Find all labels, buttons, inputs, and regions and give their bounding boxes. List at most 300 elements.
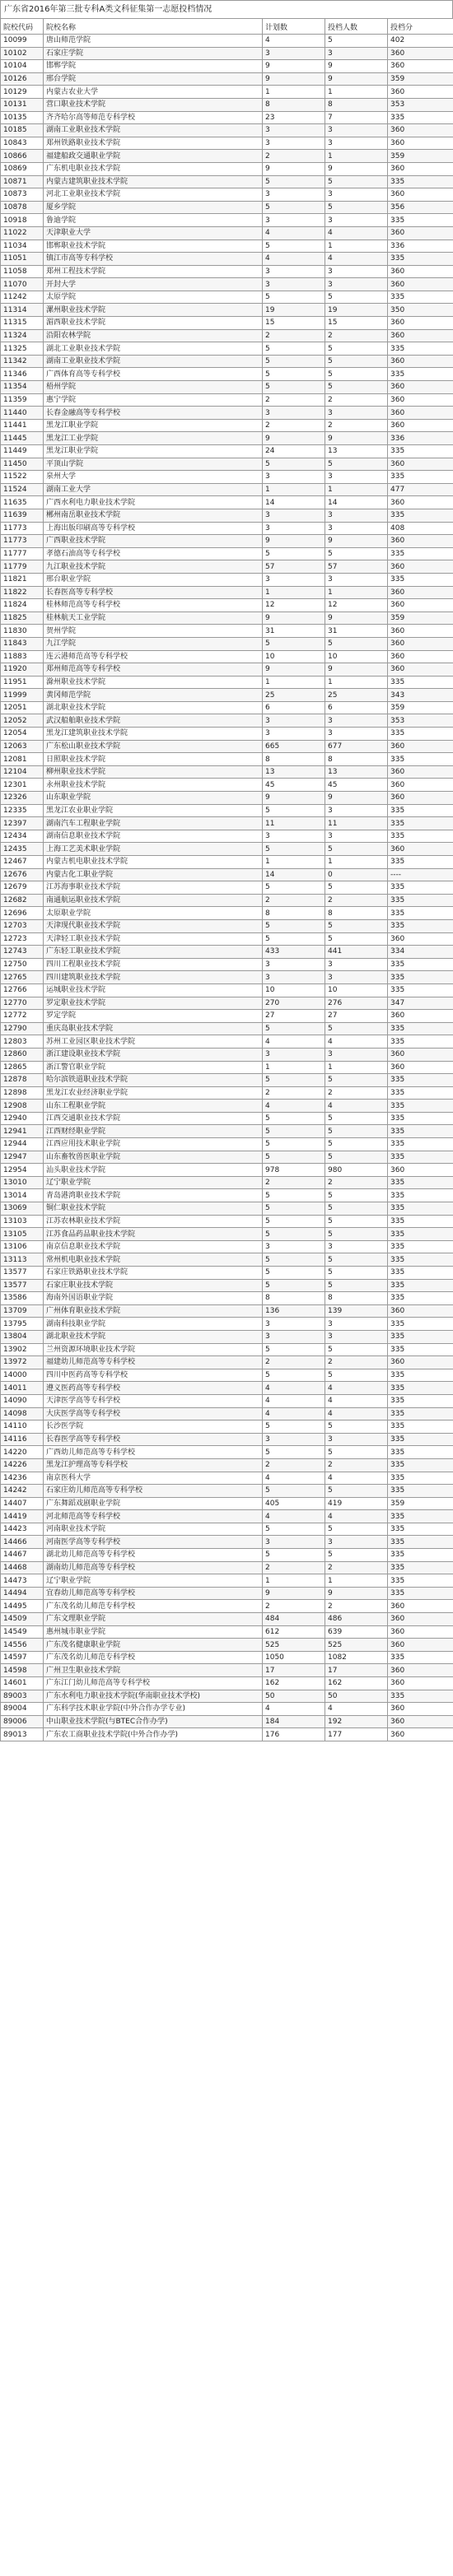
cell-score: 353 <box>388 714 453 728</box>
cell-score: 335 <box>388 1292 453 1305</box>
cell-score: 335 <box>388 471 453 484</box>
cell-count: 9 <box>325 663 388 677</box>
cell-code: 13010 <box>1 1176 44 1189</box>
cell-score: 360 <box>388 1048 453 1061</box>
table-row <box>1 1086 453 1100</box>
cell-plan: 8 <box>263 1292 325 1305</box>
cell-count: 5 <box>325 1202 388 1216</box>
cell-code: 14597 <box>1 1651 44 1664</box>
cell-count: 3 <box>325 1536 388 1549</box>
cell-plan: 612 <box>263 1625 325 1639</box>
cell-code: 14494 <box>1 1587 44 1600</box>
cell-count: 441 <box>325 946 388 959</box>
cell-count: 1 <box>325 1061 388 1074</box>
cell-count: 2 <box>325 1176 388 1189</box>
cell-code: 14090 <box>1 1394 44 1407</box>
cell-plan: 5 <box>263 1549 325 1562</box>
cell-code: 13902 <box>1 1343 44 1356</box>
cell-count: 5 <box>325 1485 388 1498</box>
cell-score: 335 <box>388 1215 453 1228</box>
cell-count: 4 <box>325 1703 388 1716</box>
table-header-row <box>1 19 453 35</box>
cell-name: 天津医学高等专科学校 <box>44 1394 263 1407</box>
cell-score: 335 <box>388 1202 453 1216</box>
cell-count: 2 <box>325 1458 388 1472</box>
cell-score: 347 <box>388 997 453 1010</box>
table-row <box>1 1279 453 1292</box>
cell-plan: 45 <box>263 779 325 792</box>
cell-count: 677 <box>325 740 388 753</box>
cell-score: 360 <box>388 1356 453 1369</box>
cell-plan: 4 <box>263 1703 325 1716</box>
cell-count: 5 <box>325 1523 388 1536</box>
cell-plan: 3 <box>263 1318 325 1331</box>
cell-code: 14556 <box>1 1639 44 1652</box>
cell-code: 12696 <box>1 907 44 920</box>
cell-plan: 5 <box>263 1074 325 1087</box>
cell-code: 13804 <box>1 1330 44 1343</box>
table-row <box>1 1304 453 1318</box>
cell-code: 11324 <box>1 329 44 342</box>
cell-code: 13577 <box>1 1267 44 1280</box>
cell-plan: 17 <box>263 1664 325 1677</box>
cell-name: 湖南汽车工程职业学院 <box>44 817 263 830</box>
cell-code: 89004 <box>1 1703 44 1716</box>
cell-count: 45 <box>325 779 388 792</box>
cell-code: 12676 <box>1 868 44 881</box>
cell-name: 太原学院 <box>44 291 263 304</box>
cell-name: 惠宁学院 <box>44 393 263 407</box>
cell-code: 13972 <box>1 1356 44 1369</box>
cell-count: 2 <box>325 1600 388 1613</box>
table-row <box>1 997 453 1010</box>
cell-code: 11354 <box>1 381 44 394</box>
cell-score: 335 <box>388 1253 453 1267</box>
cell-count: 5 <box>325 1253 388 1267</box>
table-row <box>1 1189 453 1202</box>
cell-code: 11034 <box>1 239 44 253</box>
cell-name: 罗定学院 <box>44 1010 263 1023</box>
cell-score: 350 <box>388 304 453 317</box>
cell-name: 湖北职业技术学院 <box>44 1330 263 1343</box>
cell-code: 14423 <box>1 1523 44 1536</box>
cell-plan: 162 <box>263 1677 325 1690</box>
cell-code: 13105 <box>1 1228 44 1241</box>
table-row <box>1 701 453 714</box>
cell-score: 335 <box>388 1074 453 1087</box>
cell-score: 335 <box>388 1421 453 1434</box>
cell-count: 4 <box>325 253 388 266</box>
cell-count: 980 <box>325 1164 388 1177</box>
table-row <box>1 393 453 407</box>
cell-score: 360 <box>388 650 453 663</box>
cell-code: 11773 <box>1 522 44 535</box>
cell-name: 石家庄职业技术学院 <box>44 1279 263 1292</box>
cell-name: 广西水利电力职业技术学院 <box>44 496 263 509</box>
cell-score: 335 <box>388 1318 453 1331</box>
cell-score: 360 <box>388 792 453 805</box>
cell-plan: 24 <box>263 445 325 458</box>
cell-name: 苏州工业园区职业技术学院 <box>44 1035 263 1049</box>
cell-code: 12703 <box>1 919 44 932</box>
cell-score: 335 <box>388 1267 453 1280</box>
cell-code: 11522 <box>1 471 44 484</box>
cell-plan: 4 <box>263 1100 325 1113</box>
table-row <box>1 868 453 881</box>
cell-code: 14110 <box>1 1421 44 1434</box>
cell-score: 335 <box>388 1138 453 1151</box>
cell-count: 27 <box>325 1010 388 1023</box>
cell-plan: 8 <box>263 98 325 111</box>
cell-count: 5 <box>325 547 388 560</box>
table-row <box>1 1112 453 1125</box>
cell-score: 360 <box>388 60 453 73</box>
table-row <box>1 1421 453 1434</box>
cell-code: 13106 <box>1 1240 44 1253</box>
cell-score: 335 <box>388 1176 453 1189</box>
cell-name: 湖南工业职业技术学院 <box>44 355 263 368</box>
cell-score: 335 <box>388 1523 453 1536</box>
cell-name: 太原职业学院 <box>44 907 263 920</box>
cell-score: 402 <box>388 35 453 48</box>
cell-count: 3 <box>325 573 388 586</box>
cell-name: 湖北职业技术学院 <box>44 701 263 714</box>
cell-code: 12063 <box>1 740 44 753</box>
cell-name: 武汉船舶职业技术学院 <box>44 714 263 728</box>
table-row <box>1 804 453 817</box>
header-plan: 计划数 <box>263 19 325 35</box>
cell-score: 335 <box>388 1035 453 1049</box>
cell-name: 广东舞蹈戏剧职业学院 <box>44 1497 263 1510</box>
cell-count: 1 <box>325 239 388 253</box>
table-row <box>1 214 453 227</box>
cell-score: 359 <box>388 150 453 163</box>
cell-count: 3 <box>325 714 388 728</box>
cell-name: 石家庄学院 <box>44 47 263 60</box>
cell-plan: 3 <box>263 971 325 984</box>
cell-score: 360 <box>388 932 453 946</box>
cell-plan: 8 <box>263 753 325 766</box>
cell-score: 335 <box>388 1086 453 1100</box>
cell-plan: 23 <box>263 111 325 124</box>
cell-count: 3 <box>325 1048 388 1061</box>
cell-count: 7 <box>325 111 388 124</box>
table-row <box>1 342 453 356</box>
cell-plan: 2 <box>263 1356 325 1369</box>
cell-code: 12679 <box>1 881 44 895</box>
cell-score: 335 <box>388 445 453 458</box>
header-name: 院校名称 <box>44 19 263 35</box>
cell-plan: 2 <box>263 393 325 407</box>
cell-name: 长沙医学院 <box>44 1421 263 1434</box>
cell-count: 3 <box>325 47 388 60</box>
cell-plan: 5 <box>263 843 325 856</box>
cell-score: 360 <box>388 1664 453 1677</box>
cell-score: 335 <box>388 573 453 586</box>
cell-count: 9 <box>325 162 388 175</box>
cell-count: 486 <box>325 1613 388 1626</box>
cell-score: 335 <box>388 175 453 188</box>
cell-plan: 5 <box>263 175 325 188</box>
cell-plan: 3 <box>263 1536 325 1549</box>
cell-count: 25 <box>325 689 388 702</box>
cell-count: 5 <box>325 342 388 356</box>
cell-count: 3 <box>325 971 388 984</box>
cell-name: 辽宁职业学院 <box>44 1176 263 1189</box>
table-row <box>1 1035 453 1049</box>
cell-count: 5 <box>325 1138 388 1151</box>
cell-count: 5 <box>325 637 388 650</box>
cell-plan: 3 <box>263 1048 325 1061</box>
cell-count: 139 <box>325 1304 388 1318</box>
cell-name: 黑龙江农业经济职业学院 <box>44 1086 263 1100</box>
cell-plan: 2 <box>263 1458 325 1472</box>
cell-code: 12908 <box>1 1100 44 1113</box>
cell-plan: 3 <box>263 137 325 150</box>
cell-count: 5 <box>325 1215 388 1228</box>
table-row <box>1 522 453 535</box>
table-row <box>1 1561 453 1574</box>
cell-name: 长春医学高等专科学校 <box>44 1433 263 1446</box>
table-row <box>1 1061 453 1074</box>
cell-count: 15 <box>325 317 388 330</box>
cell-count: 5 <box>325 1279 388 1292</box>
cell-code: 12081 <box>1 753 44 766</box>
table-row <box>1 496 453 509</box>
cell-code: 12766 <box>1 983 44 997</box>
cell-count: 3 <box>325 214 388 227</box>
table-row <box>1 586 453 599</box>
table-row <box>1 1677 453 1690</box>
cell-count: 3 <box>325 728 388 741</box>
cell-plan: 3 <box>263 509 325 522</box>
cell-code: 10873 <box>1 188 44 202</box>
cell-count: 3 <box>325 958 388 971</box>
cell-score: 335 <box>388 1446 453 1459</box>
cell-code: 11022 <box>1 226 44 239</box>
cell-score: 335 <box>388 1433 453 1446</box>
cell-code: 14549 <box>1 1625 44 1639</box>
cell-code: 12772 <box>1 1010 44 1023</box>
cell-code: 12051 <box>1 701 44 714</box>
cell-name: 四川中医药高等专科学校 <box>44 1369 263 1382</box>
cell-name: 福建幼儿师范高等专科学校 <box>44 1356 263 1369</box>
cell-name: 福建船政交通职业学院 <box>44 150 263 163</box>
cell-score: 360 <box>388 278 453 291</box>
cell-code: 11242 <box>1 291 44 304</box>
cell-score: 335 <box>388 830 453 843</box>
cell-score: 360 <box>388 663 453 677</box>
cell-name: 江苏海事职业技术学院 <box>44 881 263 895</box>
table-row <box>1 137 453 150</box>
cell-count: 5 <box>325 932 388 946</box>
cell-code: 10918 <box>1 214 44 227</box>
cell-name: 湄西职业技术学院 <box>44 317 263 330</box>
cell-code: 14601 <box>1 1677 44 1690</box>
cell-plan: 4 <box>263 253 325 266</box>
header-score: 投档分 <box>388 19 453 35</box>
cell-name: 河北师范高等专科学校 <box>44 1510 263 1523</box>
cell-code: 10869 <box>1 162 44 175</box>
cell-name: 重庆岛职业技术学院 <box>44 1022 263 1035</box>
cell-plan: 5 <box>263 1421 325 1434</box>
table-row <box>1 98 453 111</box>
cell-plan: 6 <box>263 701 325 714</box>
cell-code: 14468 <box>1 1561 44 1574</box>
cell-name: 内蒙古化工职业学院 <box>44 868 263 881</box>
cell-score: 335 <box>388 971 453 984</box>
cell-name: 常州机电职业技术学院 <box>44 1253 263 1267</box>
cell-plan: 50 <box>263 1690 325 1703</box>
cell-name: 罗定职业技术学院 <box>44 997 263 1010</box>
cell-plan: 19 <box>263 304 325 317</box>
cell-score: 360 <box>388 419 453 432</box>
table-row <box>1 1343 453 1356</box>
cell-plan: 5 <box>263 1138 325 1151</box>
cell-count: 2 <box>325 419 388 432</box>
cell-count: 1082 <box>325 1651 388 1664</box>
table-row <box>1 458 453 471</box>
cell-code: 12397 <box>1 817 44 830</box>
cell-code: 12104 <box>1 765 44 779</box>
table-row <box>1 329 453 342</box>
cell-count: 1 <box>325 150 388 163</box>
cell-score: 335 <box>388 1228 453 1241</box>
cell-name: 厦乡学院 <box>44 201 263 214</box>
cell-code: 12878 <box>1 1074 44 1087</box>
cell-name: 铜仁职业技术学院 <box>44 1202 263 1216</box>
cell-plan: 5 <box>263 1202 325 1216</box>
cell-plan: 5 <box>263 804 325 817</box>
cell-name: 石家庄铁路职业技术学院 <box>44 1267 263 1280</box>
table-row <box>1 779 453 792</box>
cell-count: 5 <box>325 1022 388 1035</box>
cell-plan: 8 <box>263 907 325 920</box>
cell-count: 639 <box>325 1625 388 1639</box>
cell-count: 12 <box>325 599 388 612</box>
table-row <box>1 1690 453 1703</box>
table-row <box>1 1125 453 1138</box>
cell-plan: 184 <box>263 1715 325 1728</box>
cell-code: 12954 <box>1 1164 44 1177</box>
table-row <box>1 1651 453 1664</box>
cell-code: 10871 <box>1 175 44 188</box>
cell-score: 360 <box>388 355 453 368</box>
cell-code: 10135 <box>1 111 44 124</box>
cell-code: 14236 <box>1 1472 44 1485</box>
cell-name: 南通航运职业技术学院 <box>44 894 263 907</box>
cell-plan: 15 <box>263 317 325 330</box>
cell-name: 四川建筑职业技术学院 <box>44 971 263 984</box>
cell-name: 广东松山职业技术学院 <box>44 740 263 753</box>
cell-score: 360 <box>388 765 453 779</box>
cell-plan: 2 <box>263 150 325 163</box>
cell-score: 335 <box>388 1472 453 1485</box>
cell-code: 14598 <box>1 1664 44 1677</box>
cell-count: 4 <box>325 1394 388 1407</box>
cell-score: 360 <box>388 535 453 548</box>
table-row <box>1 817 453 830</box>
cell-count: 3 <box>325 188 388 202</box>
cell-count: 8 <box>325 753 388 766</box>
table-row <box>1 907 453 920</box>
cell-plan: 5 <box>263 1112 325 1125</box>
cell-plan: 3 <box>263 958 325 971</box>
cell-plan: 5 <box>263 1523 325 1536</box>
cell-plan: 9 <box>263 535 325 548</box>
cell-count: 192 <box>325 1715 388 1728</box>
cell-code: 11449 <box>1 445 44 458</box>
cell-code: 13577 <box>1 1279 44 1292</box>
cell-plan: 5 <box>263 1446 325 1459</box>
cell-plan: 5 <box>263 1189 325 1202</box>
cell-name: 山东畜牧兽医职业学院 <box>44 1151 263 1164</box>
table-row <box>1 740 453 753</box>
table-row <box>1 419 453 432</box>
cell-code: 10878 <box>1 201 44 214</box>
cell-name: 青岛港湾职业技术学院 <box>44 1189 263 1202</box>
table-row <box>1 47 453 60</box>
cell-score: 353 <box>388 98 453 111</box>
cell-name: 河南职业技术学院 <box>44 1523 263 1536</box>
cell-name: 广东文理职业学院 <box>44 1613 263 1626</box>
table-row <box>1 162 453 175</box>
cell-name: 汕头职业技术学院 <box>44 1164 263 1177</box>
cell-plan: 5 <box>263 547 325 560</box>
cell-score: 335 <box>388 1549 453 1562</box>
cell-count: 11 <box>325 817 388 830</box>
cell-name: 广西职业技术学院 <box>44 535 263 548</box>
cell-count: 5 <box>325 1074 388 1087</box>
cell-score: 335 <box>388 817 453 830</box>
cell-name: 九江职业技术学院 <box>44 560 263 574</box>
cell-count: 19 <box>325 304 388 317</box>
cell-code: 14226 <box>1 1458 44 1472</box>
cell-score: 335 <box>388 1394 453 1407</box>
cell-code: 10102 <box>1 47 44 60</box>
cell-name: 广州体育职业技术学院 <box>44 1304 263 1318</box>
table-row <box>1 1728 453 1741</box>
cell-count: 5 <box>325 201 388 214</box>
cell-score: 360 <box>388 779 453 792</box>
cell-name: 邢台学院 <box>44 72 263 86</box>
cell-code: 14011 <box>1 1382 44 1395</box>
cell-count: 5 <box>325 458 388 471</box>
cell-name: 广州卫生职业技术学院 <box>44 1664 263 1677</box>
cell-score: 335 <box>388 1458 453 1472</box>
cell-score: 335 <box>388 1690 453 1703</box>
cell-name: 广西幼儿师范高等专科学校 <box>44 1446 263 1459</box>
cell-code: 12750 <box>1 958 44 971</box>
cell-plan: 5 <box>263 637 325 650</box>
cell-name: 湖北幼儿师范高等专科学校 <box>44 1549 263 1562</box>
cell-plan: 9 <box>263 162 325 175</box>
cell-code: 11825 <box>1 611 44 625</box>
table-row <box>1 547 453 560</box>
cell-count: 9 <box>325 60 388 73</box>
cell-code: 13069 <box>1 1202 44 1216</box>
cell-code: 11830 <box>1 625 44 638</box>
cell-plan: 5 <box>263 1343 325 1356</box>
cell-score: 343 <box>388 689 453 702</box>
cell-score: 335 <box>388 1125 453 1138</box>
cell-code: 12803 <box>1 1035 44 1049</box>
cell-score: 359 <box>388 72 453 86</box>
admission-table <box>0 18 453 1741</box>
cell-code: 12335 <box>1 804 44 817</box>
cell-name: 广东科学技术职业学院(中外合作办学专业) <box>44 1703 263 1716</box>
cell-code: 11524 <box>1 483 44 496</box>
